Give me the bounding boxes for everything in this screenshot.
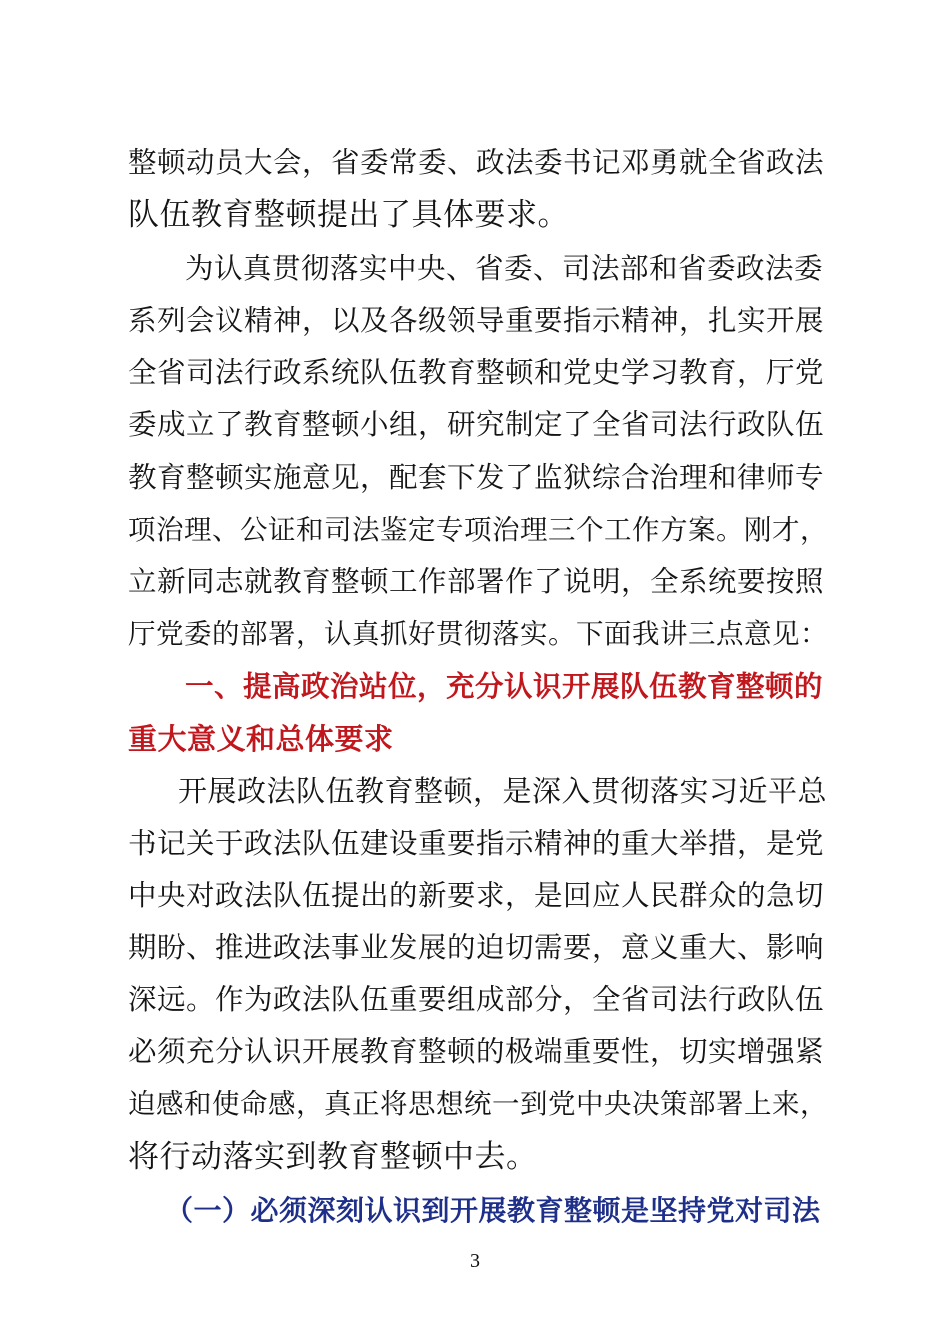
paragraph-line: 开展政法队伍教育整顿，是深入贯彻落实习近平总 — [178, 774, 828, 808]
paragraph-line: 必须充分认识开展教育整顿的极端重要性，切实增强紧 — [128, 1035, 825, 1068]
paragraph-line: 为认真贯彻落实中央、省委、司法部和省委政法委 — [185, 252, 824, 285]
page-number: 3 — [470, 1250, 480, 1272]
paragraph-line: 深远。作为政法队伍重要组成部分，全省司法行政队伍 — [128, 983, 825, 1016]
section-heading: 重大意义和总体要求 — [128, 722, 394, 756]
paragraph-line: 迫感和使命感，真正将思想统一到党中央决策部署上来， — [128, 1088, 828, 1120]
paragraph-line: 教育整顿实施意见，配套下发了监狱综合治理和律师专 — [128, 461, 825, 494]
section-heading: 一、提高政治站位，充分认识开展队伍教育整顿的 — [185, 670, 824, 703]
paragraph-line: 将行动落实到教育整顿中去。 — [128, 1139, 538, 1175]
paragraph-line: 书记关于政法队伍建设重要指示精神的重大举措，是党 — [128, 827, 825, 860]
paragraph-line: 立新同志就教育整顿工作部署作了说明，全系统要按照 — [128, 565, 825, 598]
paragraph-line: 厅党委的部署，认真抓好贯彻落实。下面我讲三点意见： — [128, 618, 828, 650]
paragraph-line: 委成立了教育整顿小组，研究制定了全省司法行政队伍 — [128, 408, 825, 441]
paragraph-line: 期盼、推进政法事业发展的迫切需要，意义重大、影响 — [128, 931, 825, 964]
subsection-heading: （一）必须深刻认识到开展教育整顿是坚持党对司法 — [165, 1194, 821, 1227]
paragraph-line: 整顿动员大会，省委常委、政法委书记邓勇就全省政法 — [128, 146, 825, 179]
paragraph-line: 系列会议精神，以及各级领导重要指示精神，扎实开展 — [128, 304, 825, 337]
paragraph-line: 中央对政法队伍提出的新要求，是回应人民群众的急切 — [128, 879, 825, 912]
paragraph-line: 项治理、公证和司法鉴定专项治理三个工作方案。刚才， — [128, 514, 828, 546]
paragraph-line: 队伍教育整顿提出了具体要求。 — [128, 197, 569, 233]
paragraph-line: 全省司法行政系统队伍教育整顿和党史学习教育，厅党 — [128, 356, 825, 389]
